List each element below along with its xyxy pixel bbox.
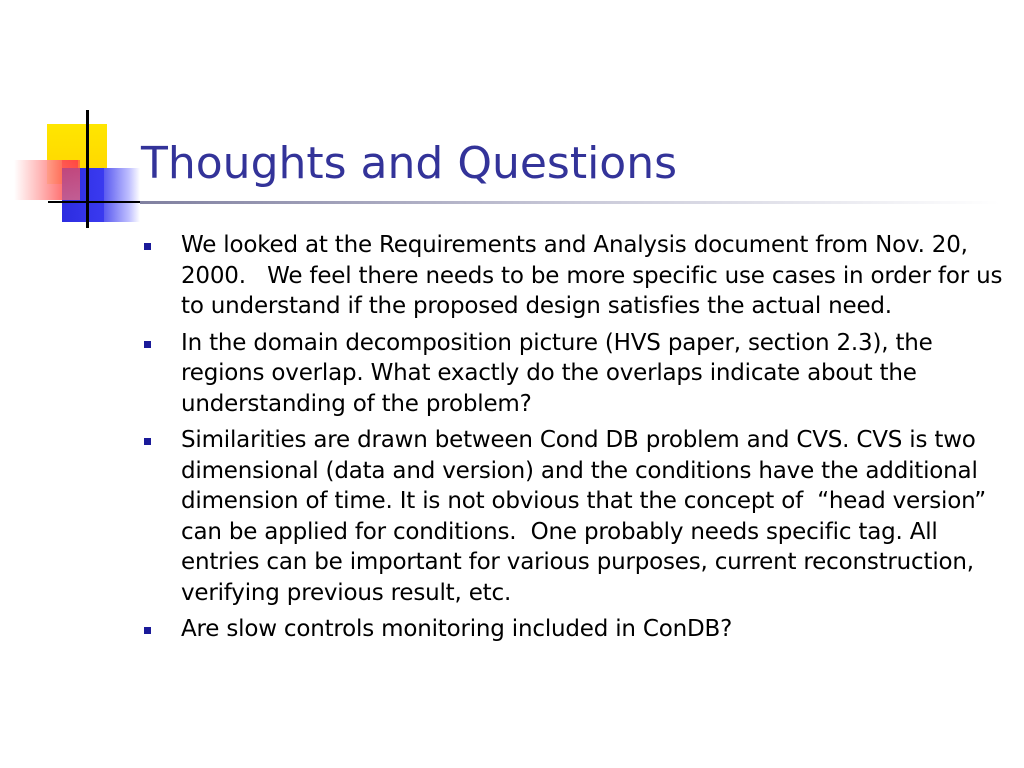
- bullet-text: We looked at the Requirements and Analysis document from Nov. 20, 2000. We feel there needs to be more specific use cases in order for us to understand if the proposed design satisfies the actual need.: [181, 232, 1010, 319]
- bullet-list: [140, 230, 1010, 651]
- bullet-text: In the domain decomposition picture (HVS paper, section 2.3), the regions overlap. What exactly do the overlaps indicate about the understanding of the problem?: [181, 329, 940, 417]
- title-underline-rule: [140, 201, 1000, 204]
- bullet-item: [140, 230, 1010, 322]
- bullet-item: [140, 328, 1010, 420]
- bullet-text: Are slow controls monitoring included in ConDB?: [181, 616, 733, 642]
- blue-fade-decoration: [104, 168, 140, 222]
- square-bullet-icon: [144, 438, 151, 445]
- square-bullet-icon: [144, 243, 151, 250]
- square-bullet-icon: [144, 627, 151, 634]
- bullet-item: [140, 425, 1010, 608]
- horizontal-line-decoration: [48, 201, 140, 203]
- red-overlap-decoration: [62, 160, 80, 200]
- square-bullet-icon: [144, 341, 151, 348]
- slide-title: Thoughts and Questions: [141, 138, 678, 189]
- bullet-item: [140, 614, 1010, 645]
- vertical-line-decoration: [86, 110, 89, 228]
- bullet-text: Similarities are drawn between Cond DB problem and CVS. CVS is two dimensional (data and version) and the conditions have the additional dimension of time. It is not obvious that the concept of “head version” can be applied for conditions. One probably needs specific tag. All entries can be important for various purposes, current reconstruction, verifying previous result, etc.: [181, 427, 994, 606]
